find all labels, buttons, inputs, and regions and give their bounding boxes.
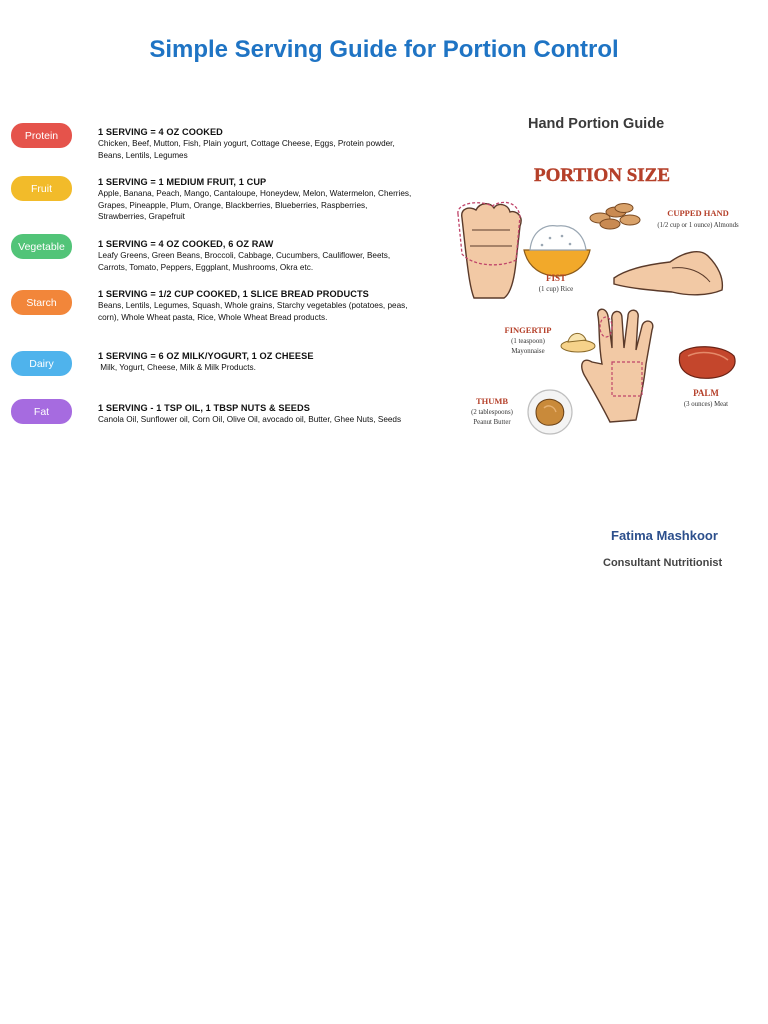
fingertip-detail-1: (1 teaspoon) (511, 338, 545, 345)
serving-fruit: 1 SERVING = 1 MEDIUM FRUIT, 1 CUP (98, 177, 267, 187)
portion-size-heading: PORTION SIZE (533, 165, 671, 186)
mayonnaise-icon (561, 333, 595, 352)
serving-protein: 1 SERVING = 4 OZ COOKED (98, 127, 223, 137)
entry-starch (98, 288, 413, 323)
author-role: Consultant Nutritionist (603, 557, 723, 569)
desc-dairy: Milk, Yogurt, Cheese, Milk & Milk Products. (98, 363, 256, 372)
serving-vegetable: 1 SERVING = 4 OZ COOKED, 6 OZ RAW (98, 239, 274, 249)
thumb-detail-1: (2 tablespoons) (471, 409, 513, 416)
serving-dairy: 1 SERVING = 6 OZ MILK/YOGURT, 1 OZ CHEESE (98, 351, 314, 361)
pill-fat: Fat (11, 399, 72, 424)
pill-starch: Starch (11, 290, 72, 315)
fist-label: FIST (545, 273, 567, 283)
entry-protein (98, 126, 413, 161)
author-name: Fatima Mashkoor (611, 528, 718, 543)
fingertip-detail-2: Mayonnaise (511, 348, 545, 355)
desc-fruit: Apple, Banana, Peach, Mango, Cantaloupe, Honeydew, Melon, Watermelon, Cherries, Grapes, Pineapple, Plum, Orange, Blackberries, Blueberries, Raspberries, Strawberries, Grapefruit (98, 189, 412, 221)
almonds-icon (590, 204, 640, 230)
pill-dairy: Dairy (11, 351, 72, 376)
peanut-butter-icon (528, 390, 572, 434)
thumb-label: THUMB (475, 396, 509, 406)
entry-dairy (98, 350, 413, 374)
entry-fat (98, 402, 413, 426)
palm-detail: (3 ounces) Meat (683, 401, 729, 408)
portion-size-illustration (452, 150, 762, 450)
thumb-detail-2: Peanut Butter (473, 419, 511, 426)
entry-vegetable (98, 238, 413, 273)
serving-starch: 1 SERVING = 1/2 CUP COOKED, 1 SLICE BREAD PRODUCTS (98, 289, 369, 299)
fist-icon (458, 202, 521, 298)
pill-protein: Protein (11, 123, 72, 148)
cupped-hand-detail: (1/2 cup or 1 ounce) Almonds (657, 222, 739, 229)
cupped-hand-icon (614, 252, 722, 295)
palm-label: PALM (693, 388, 719, 398)
meat-icon (679, 347, 735, 379)
hand-guide-title: Hand Portion Guide (528, 116, 665, 132)
page-title: Simple Serving Guide for Portion Control (149, 36, 619, 63)
palm-hand-icon (582, 309, 653, 422)
desc-vegetable: Leafy Greens, Green Beans, Broccoli, Cabbage, Cucumbers, Cauliflower, Beets, Carrots, Tomato, Peppers, Eggplant, Mushrooms, Okra etc. (98, 251, 391, 272)
pill-vegetable: Vegetable (11, 234, 72, 259)
desc-starch: Beans, Lentils, Legumes, Squash, Whole grains, Starchy vegetables (potatoes, peas, corn), Whole Wheat pasta, Rice, Whole Wheat Bread products. (98, 301, 408, 322)
serving-fat: 1 SERVING - 1 TSP OIL, 1 TBSP NUTS & SEEDS (98, 403, 310, 413)
entry-fruit (98, 176, 413, 223)
rice-bowl-icon (524, 226, 590, 276)
fist-detail: (1 cup) Rice (538, 285, 574, 293)
cupped-hand-label: CUPPED HAND (667, 208, 729, 218)
fingertip-label: FINGERTIP (504, 325, 552, 335)
pill-fruit: Fruit (11, 176, 72, 201)
desc-fat: Canola Oil, Sunflower oil, Corn Oil, Olive Oil, avocado oil, Butter, Ghee Nuts, Seeds (98, 415, 402, 424)
desc-protein: Chicken, Beef, Mutton, Fish, Plain yogurt, Cottage Cheese, Eggs, Protein powder, Beans, Lentils, Legumes (98, 139, 395, 160)
